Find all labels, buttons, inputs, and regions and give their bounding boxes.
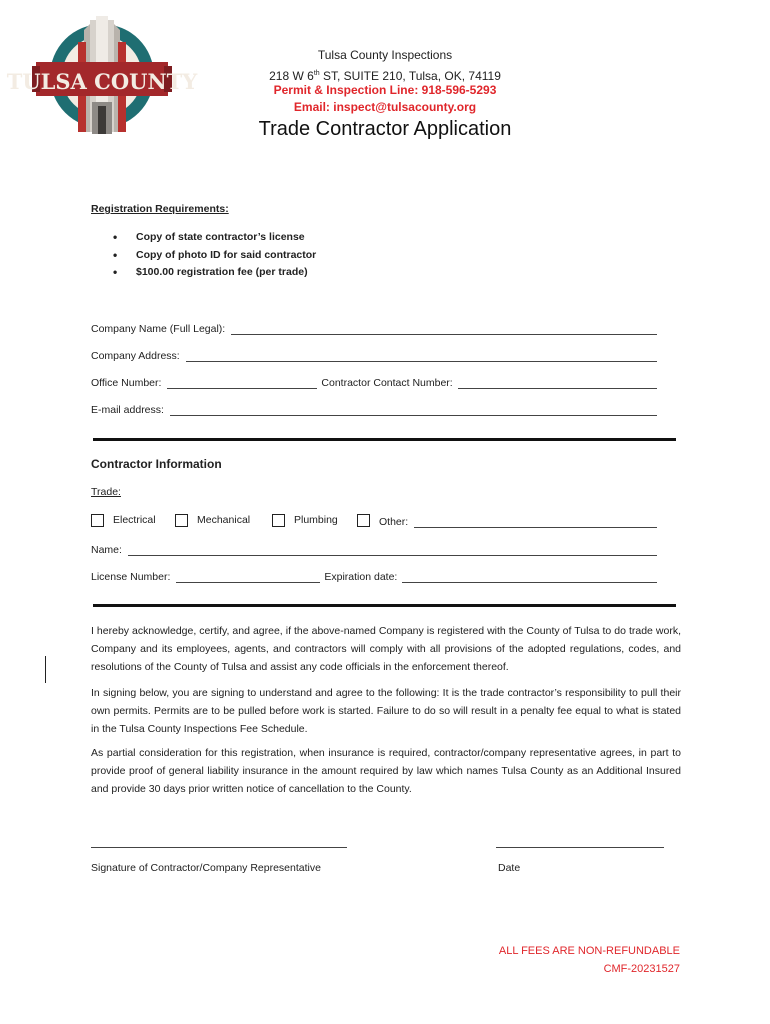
- logo-text: TULSA COUNTY: [6, 69, 198, 94]
- trade-other: [357, 512, 657, 528]
- company-name-field[interactable]: [231, 322, 657, 335]
- address-rest: ST, SUITE 210, Tulsa, OK, 74119: [319, 69, 501, 83]
- other-trade-field[interactable]: [414, 515, 657, 528]
- email-field[interactable]: [170, 403, 657, 416]
- license-number-field[interactable]: [176, 570, 320, 583]
- signature-label: Signature of Contractor/Company Representative: [91, 862, 321, 874]
- company-name-label: Company Name (Full Legal):: [91, 323, 226, 335]
- license-row: [91, 567, 657, 583]
- expiration-date-field[interactable]: [402, 570, 657, 583]
- checkbox-plumbing[interactable]: [272, 514, 285, 527]
- signature-field[interactable]: [91, 846, 347, 848]
- insurance-paragraph: As partial consideration for this registration, when insurance is required, contractor/company representative agrees, in part to provide proof of general liability insurance in the amount required by law which names Tulsa County as an Additional Insured and provide 30 days prior written notice of cancellation to the County.: [91, 747, 681, 795]
- header-phone: Permit & Inspection Line: 918-596-5293: [273, 83, 497, 97]
- acknowledgement-paragraph: I hereby acknowledge, certify, and agree, if the above-named Company is registered with the County of Tulsa to do trade work, Company and its employees, agents, and contractors will comply with all provisions of the adopted regulations, codes, and resolutions of the County of Tulsa and assist any code officials in the enforcement thereof.: [91, 625, 681, 673]
- email-label: E-mail address:: [91, 404, 164, 416]
- permit-responsibility-paragraph: In signing below, you are signing to understand and agree to the following: It is the trade contractor’s responsibility to pull their own permits. Permits are to be pulled before work is started. Failure to do so will result in a penalty fee equal to what is stated in the Tulsa County Inspections Fee Schedule.: [91, 687, 681, 735]
- trade-option-label: Plumbing: [294, 514, 338, 526]
- company-address-label: Company Address:: [91, 350, 180, 362]
- office-number-field[interactable]: [167, 376, 317, 389]
- trade-label: Trade:: [91, 486, 121, 498]
- contractor-name-label: Name:: [91, 544, 122, 556]
- address-suffix: th: [313, 70, 320, 77]
- checkbox-other[interactable]: [357, 514, 370, 527]
- text-cursor: [45, 656, 46, 683]
- date-label: Date: [498, 862, 521, 874]
- office-number-label: Office Number:: [91, 377, 162, 389]
- requirement-item: • $100.00 registration fee (per trade): [110, 264, 316, 282]
- trade-option-label: Mechanical: [197, 514, 251, 526]
- trade-mechanical[interactable]: [175, 512, 250, 528]
- contractor-name-field[interactable]: [128, 543, 657, 556]
- requirements-list: [110, 229, 316, 282]
- checkbox-mechanical[interactable]: [175, 514, 188, 527]
- trade-option-label: Other:: [379, 516, 409, 528]
- address-street: 218 W 6: [269, 69, 314, 83]
- company-address-row: [91, 346, 657, 362]
- requirements-heading: Registration Requirements:: [91, 203, 229, 215]
- section-divider: [93, 604, 676, 607]
- contractor-info-heading: Contractor Information: [91, 457, 222, 471]
- header-email[interactable]: Email: inspect@tulsacounty.org: [293, 100, 477, 114]
- requirement-item: • Copy of state contractor’s license: [110, 229, 316, 247]
- contact-number-field[interactable]: [458, 376, 657, 389]
- requirement-item: • Copy of photo ID for said contractor: [110, 247, 316, 265]
- trade-plumbing[interactable]: [272, 512, 338, 528]
- section-divider: [93, 438, 676, 441]
- form-code: CMF-20231527: [603, 963, 680, 975]
- company-address-field[interactable]: [186, 349, 657, 362]
- email-row: [91, 400, 657, 416]
- page-title: Trade Contractor Application: [258, 118, 512, 140]
- tulsa-county-logo-icon: [6, 14, 198, 142]
- contact-number-label: Contractor Contact Number:: [321, 377, 453, 389]
- checkbox-electrical[interactable]: [91, 514, 104, 527]
- expiration-date-label: Expiration date:: [324, 571, 398, 583]
- company-name-row: [91, 319, 657, 335]
- trade-option-label: Electrical: [113, 514, 156, 526]
- license-number-label: License Number:: [91, 571, 171, 583]
- header-office: Tulsa County Inspections: [317, 48, 453, 62]
- contractor-name-row: [91, 540, 657, 556]
- non-refundable-notice: ALL FEES ARE NON-REFUNDABLE: [498, 945, 680, 957]
- phone-numbers-row: [91, 373, 657, 389]
- trade-electrical[interactable]: [91, 512, 156, 528]
- date-field[interactable]: [496, 846, 664, 848]
